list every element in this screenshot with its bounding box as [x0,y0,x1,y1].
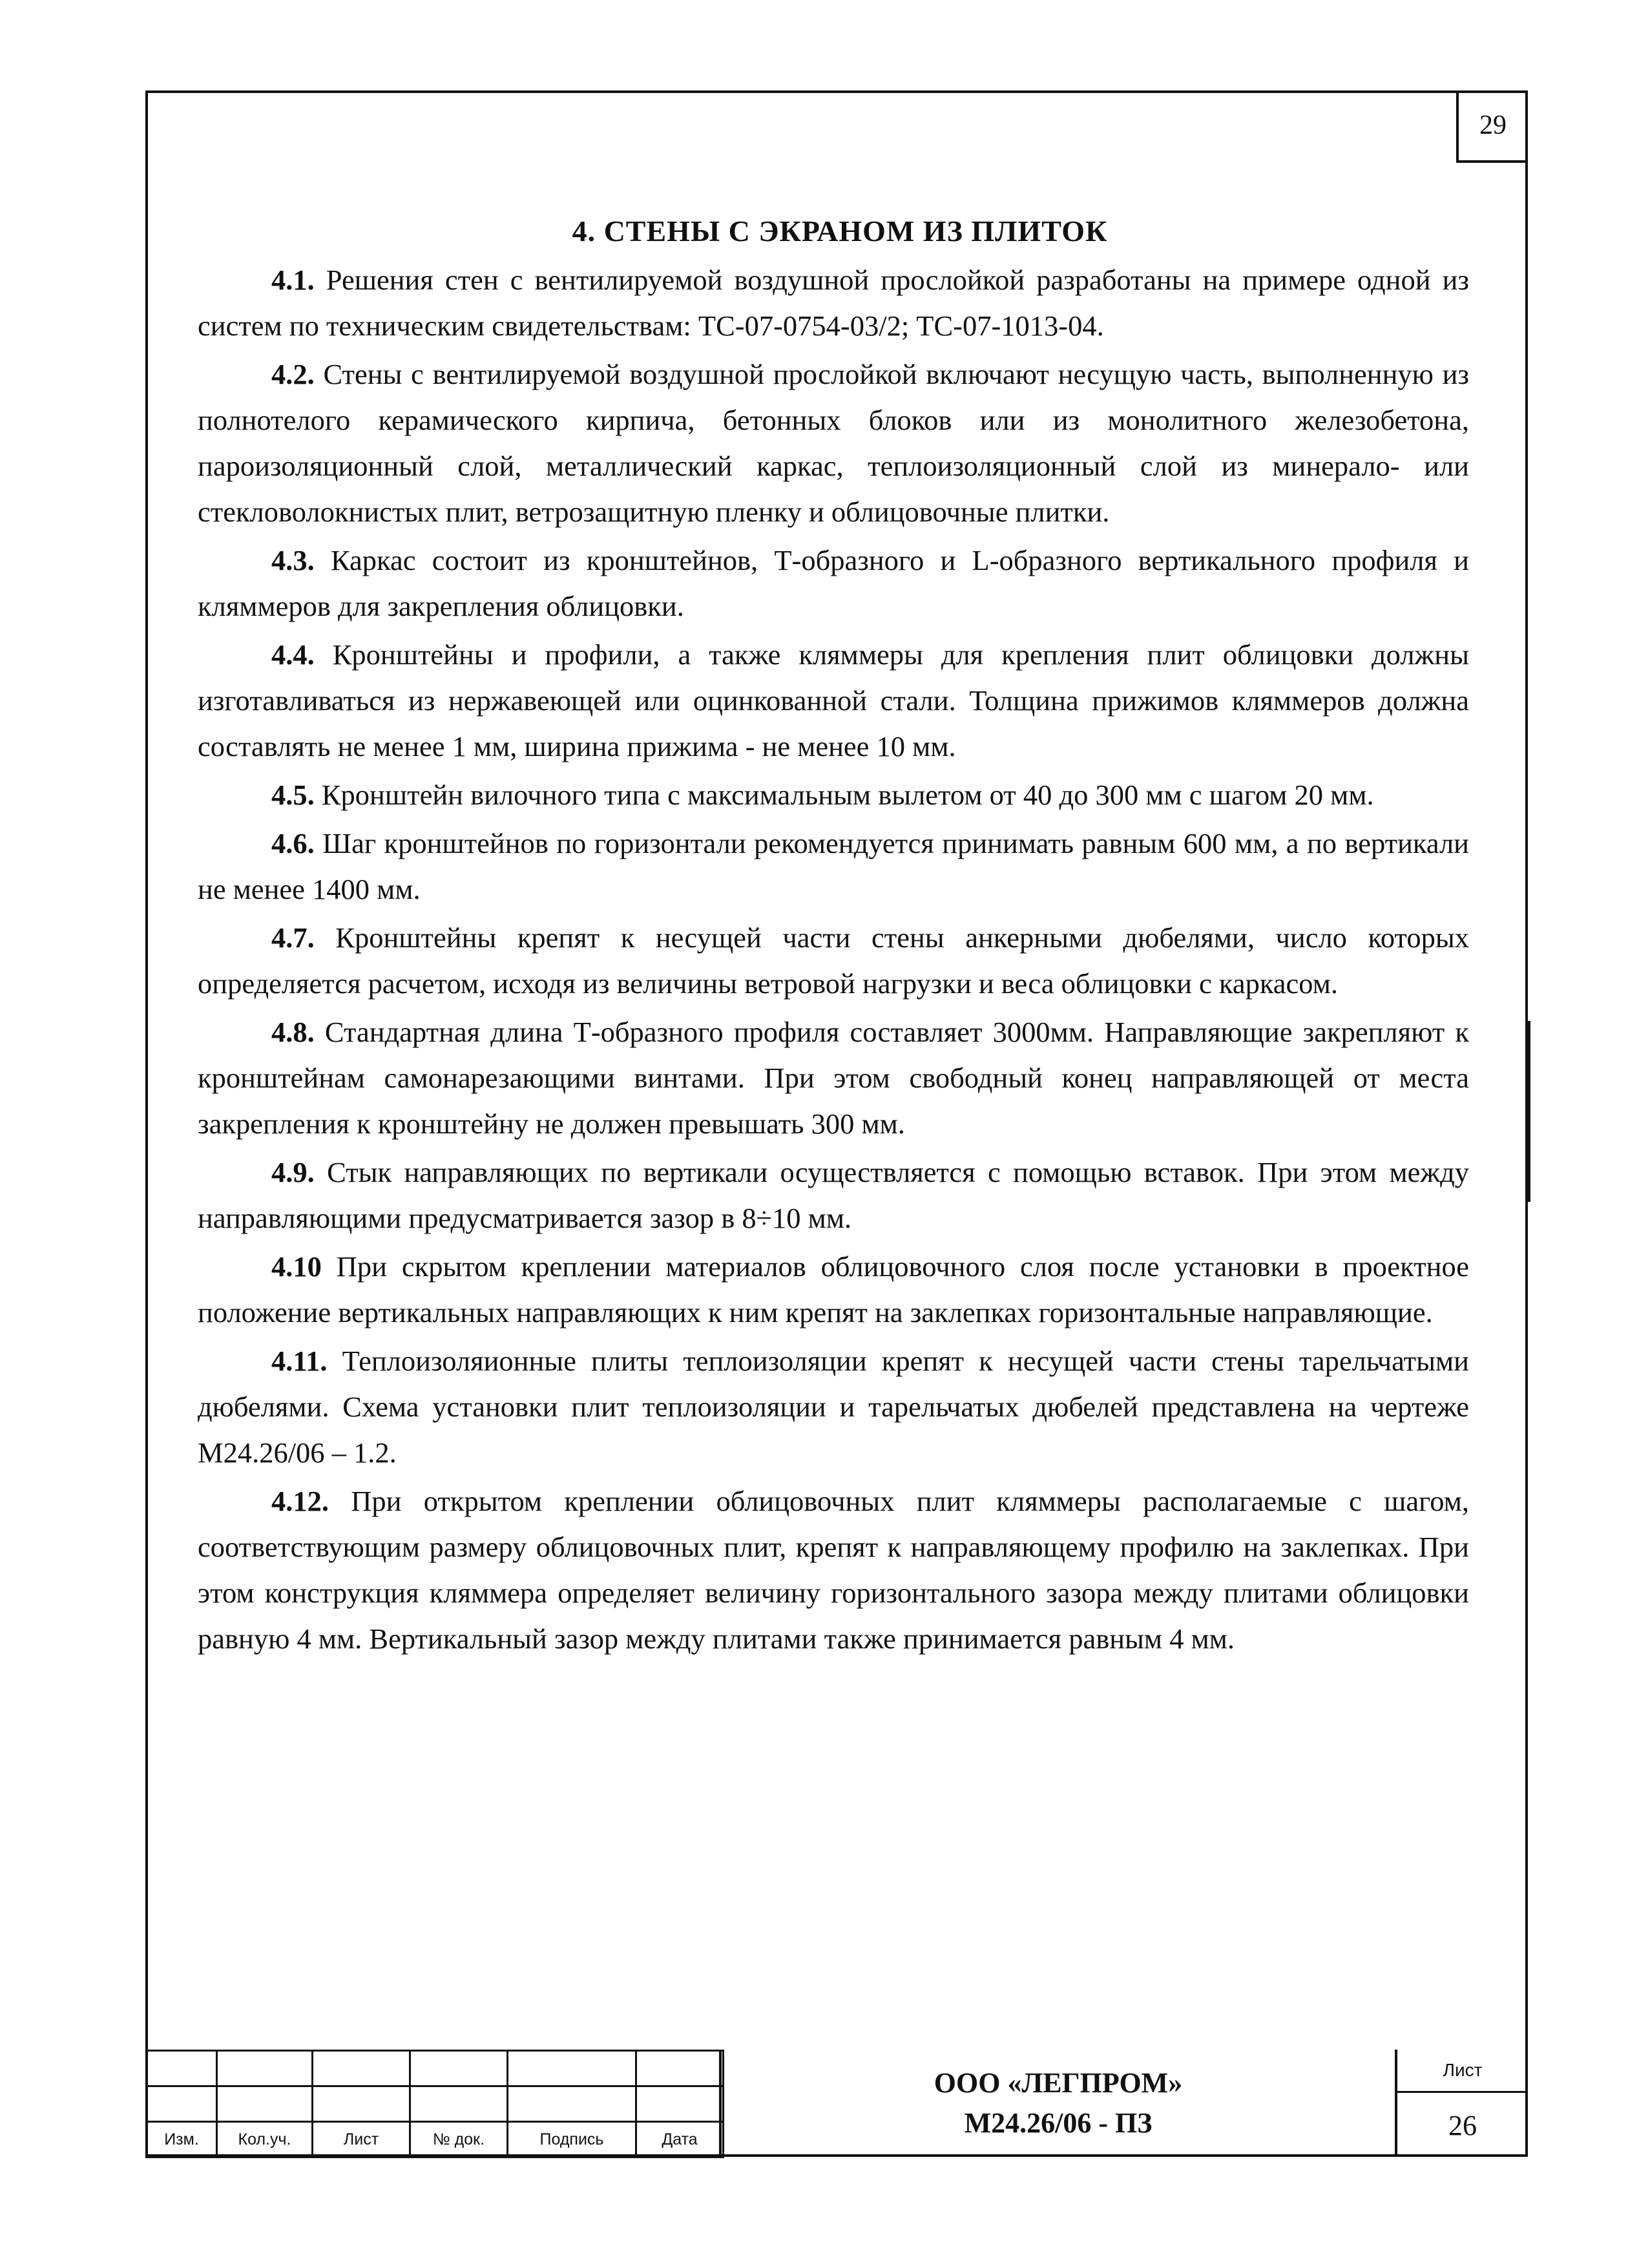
paragraph-4-8 [198,1009,1469,1147]
sheet-cell [1397,2050,1528,2157]
paragraph-text: Шаг кронштейнов по горизонтали рекомендуется принимать равным 600 мм, а по вертикали не менее 1400 мм. [198,827,1469,905]
revision-table [145,2050,724,2158]
paragraph-4-11 [198,1338,1469,1476]
col-date: Дата [636,2122,724,2158]
paragraph-number: 4.4. [271,638,315,671]
paragraph-4-9 [198,1150,1469,1241]
paragraph-4-10 [198,1244,1469,1336]
col-doc-no: № док. [410,2122,508,2158]
col-list: Лист [313,2122,410,2158]
paragraph-text: Каркас состоит из кронштейнов, Т-образного и L-образного вертикального профиля и кляммеров для закрепления облицовки. [198,544,1469,622]
paragraph-text: Стык направляющих по вертикали осуществляется с помощью вставок. При этом между направляющими предусматривается зазор в 8÷10 мм. [198,1156,1469,1234]
title-block [145,2050,1528,2157]
paragraph-number: 4.10 [271,1250,322,1283]
section-heading: 4. СТЕНЫ С ЭКРАНОМ ИЗ ПЛИТОК [572,215,1108,247]
document-code: М24.26/06 - ПЗ [964,2107,1153,2139]
paragraph-number: 4.12. [271,1485,329,1517]
paragraph-number: 4.9. [271,1156,315,1188]
col-kol-uch: Кол.уч. [217,2122,313,2158]
paragraph-4-3 [198,538,1469,629]
paragraph-text: Кронштейны крепят к несущей части стены анкерными дюбелями, число которых определяется расчетом, исходя из величины ветровой нагрузки и веса облицовки с каркасом. [198,921,1469,1000]
sheet-label: Лист [1397,2050,1528,2093]
paragraph-number: 4.1. [271,264,315,296]
paragraph-4-12 [198,1478,1469,1662]
paragraph-text: Стандартная длина Т-образного профиля составляет 3000мм. Направляющие закрепляют к кронштейнам самонарезающими винтами. При этом свободный конец направляющей от места закрепления к кронштейну не должен превышать 300 мм. [198,1016,1469,1140]
margin-mark [1527,1021,1530,1202]
paragraph-text: Кронштейны и профили, а также кляммеры для крепления плит облицовки должны изготавливаться из нержавеющей или оцинкованной стали. Толщина прижимов кляммеров должна составлять не менее 1 мм, ширина прижима - не менее 10 мм. [198,638,1469,762]
paragraph-text: При скрытом креплении материалов облицовочного слоя после установки в проектное положение вертикальных направляющих к ним крепят на заклепках горизонтальные направляющие. [198,1250,1469,1328]
title-block-org [719,2050,1397,2157]
paragraph-4-6 [198,821,1469,912]
paragraph-4-7 [198,915,1469,1007]
paragraph-text: Теплоизоляионные плиты теплоизоляции крепят к несущей части стены тарельчатыми дюбелями. Схема установки плит теплоизоляции и тарельчатых дюбелей представлена на чертеже М24.26/06 – 1.2. [198,1345,1469,1469]
paragraph-text: Стены с вентилируемой воздушной прослойкой включают несущую часть, выполненную из полнотелого керамического кирпича, бетонных блоков или из монолитного железобетона, пароизоляционный слой, металлический каркас, теплоизоляционный слой из минерало- или стекловолокнистых плит, ветрозащитную пленку и облицовочные плитки. [198,358,1469,528]
paragraph-4-4 [198,632,1469,770]
paragraph-number: 4.11. [271,1345,328,1377]
paragraph-4-2 [198,352,1469,535]
paragraph-text: Решения стен с вентилируемой воздушной прослойкой разработаны на примере одной из систем по техническим свидетельствам: ТС-07-0754-03/2; ТС-07-1013-04. [198,264,1469,342]
paragraph-4-1 [198,257,1469,349]
paragraph-4-5 [198,772,1469,818]
col-izm: Изм. [147,2122,217,2158]
paragraph-text: Кронштейн вилочного типа с максимальным вылетом от 40 до 300 мм с шагом 20 мм. [314,779,1374,811]
paragraph-number: 4.5. [271,779,315,811]
document-body [198,205,1469,1664]
page-number: 29 [1456,90,1527,163]
paragraph-number: 4.3. [271,544,315,576]
paragraph-number: 4.8. [271,1016,315,1048]
sheet-number: 26 [1448,2109,1477,2141]
paragraph-number: 4.7. [271,921,315,954]
paragraph-number: 4.6. [271,827,315,859]
paragraph-text: При открытом креплении облицовочных плит кляммеры располагаемые с шагом, соответствующим размеру облицовочных плит, крепят к направляющему профилю на заклепках. При этом конструкция кляммера определяет величину горизонтального зазора между плитами облицовки равную 4 мм. Вертикальный зазор между плитами также принимается равным 4 мм. [198,1485,1469,1655]
paragraph-number: 4.2. [271,358,315,390]
organization-name: ООО «ЛЕГПРОМ» [934,2067,1183,2099]
col-signature: Подпись [508,2122,636,2158]
